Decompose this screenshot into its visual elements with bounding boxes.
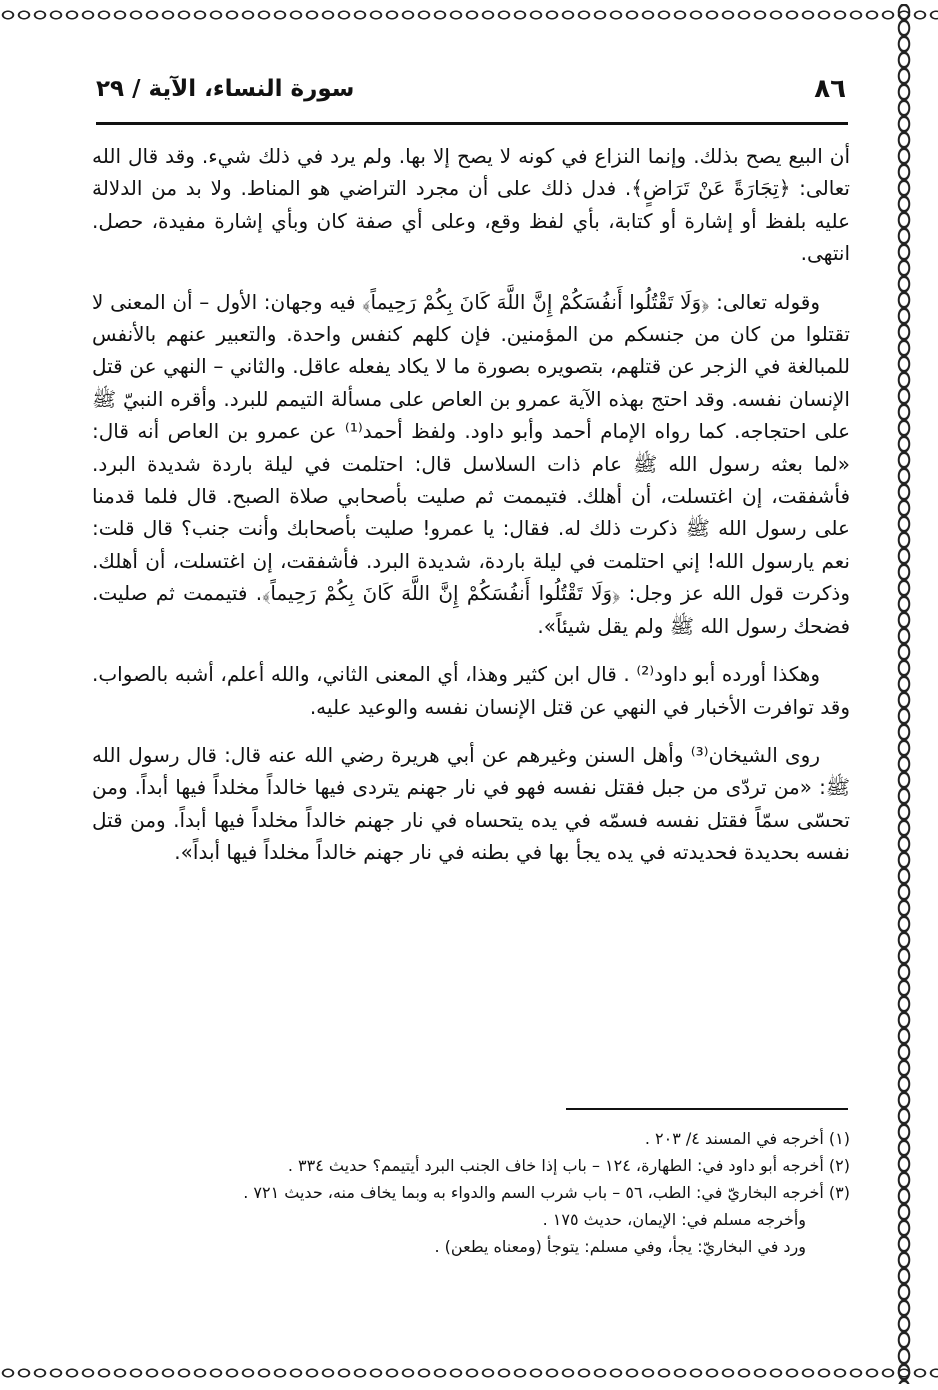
footnote-2: (٢) أخرجه أبو داود في: الطهارة، ١٢٤ – باب إذا خاف الجنب البرد أيتيمم؟ حديث ٣٣٤ . [287, 1156, 850, 1175]
footnote-3: (٣) أخرجه البخاريّ في: الطب، ٥٦ – باب شرب السم والدواء به وبما يخاف منه، حديث ٧٢١ . [243, 1183, 850, 1202]
header-rule [96, 122, 848, 125]
running-title: سورة النساء، الآية / ٢٩ [96, 76, 355, 102]
paragraph: روى الشيخان⁽³⁾ وأهل السنن وغيرهم عن أبي هريرة رضي الله عنه قال: قال رسول الله ﷺ: «من تردّى من جبل فقتل نفسه فهو في نار جهنم يتردى فيها خالداً مخلداً فيها أبداً. ومن تحسّى سمّاً فقتل نفسه فسمّه في يده يتحساه في نار جهنم خالداً مخلداً فيها أبداً. ومن قتل نفسه بحديدة فحديدته في يده يجأ بها في بطنه في نار جهنم خالداً مخلداً فيها أبداً». [92, 742, 850, 865]
decorative-border-bottom [0, 1362, 938, 1384]
decorative-border-right [893, 4, 915, 1384]
footnotes [110, 1125, 850, 1260]
footnote-3-continuation: وأخرجه مسلم في: الإيمان، حديث ١٧٥ . [542, 1210, 806, 1229]
page-number: ٨٦ [814, 74, 846, 104]
page-header [96, 70, 846, 114]
decorative-border-top [0, 4, 938, 26]
paragraph: أن البيع يصح بذلك. وإنما النزاع في كونه لا يصح إلا بها. ولم يرد في ذلك شيء. وقد قال الله تعالى: ﴿تِجَارَةً عَنْ تَرَاضٍ﴾. فدل ذلك على أن مجرد التراضي هو المناط. ولا بد من الدلالة عليه بلفظ أو إشارة أو كتابة، بأي لفظ وقع، وعلى أي صفة كان وبأي إشارة مفيدة، حصل. انتهى. [92, 144, 850, 266]
footnote-3-note: ورد في البخاريّ: يجأ، وفي مسلم: يتوجأ (ومعناه يطعن) . [434, 1237, 806, 1256]
footnote-1: (١) أخرجه في المسند ٤/ ٢٠٣ . [644, 1129, 850, 1148]
paragraph: وقوله تعالى: ﴿وَلَا تَقْتُلُوا أَنفُسَكُمْ إِنَّ اللَّهَ كَانَ بِكُمْ رَحِيماً﴾ فيه وجهان: الأول – أن المعنى لا تقتلوا من كان من جنسكم من المؤمنين. فإن كلهم كنفس واحدة. والتعبير عنهم بالأنفس للمبالغة في الزجر عن قتلهم، بتصويره بصورة ما لا يكاد يفعله عاقل. والثاني – النهي عن قتل الإنسان نفسه. وقد احتج بهذه الآية عمرو بن العاص على مسألة التيمم للبرد. وأقره النبيّ ﷺ على احتجاجه. كما رواه الإمام أحمد وأبو داود. ولفظ أحمد⁽¹⁾ عن عمرو بن العاص أنه قال: «لما بعثه رسول الله ﷺ عام ذات السلاسل قال: احتلمت في ليلة باردة شديدة البرد. فأشفقت، إن اغتسلت، أن أهلك. فتيممت ثم صليت بأصحابي صلاة الصبح. قال فلما قدمنا على رسول الله ﷺ ذكرت ذلك له. فقال: يا عمرو! صليت بأصحابك وأنت جنب؟ قال قلت: نعم يارسول الله! إني احتلمت في ليلة باردة، شديدة البرد. فأشفقت، إن اغتسلت، أن أهلك. وذكرت قول الله عز وجل: ﴿وَلَا تَقْتُلُوا أَنفُسَكُمْ إِنَّ اللَّهَ كَانَ بِكُمْ رَحِيماً﴾. فتيممت ثم صليت. فضحك رسول الله ﷺ ولم يقل شيئاً». [92, 289, 850, 638]
footnote-rule [566, 1108, 848, 1110]
paragraph: وهكذا أورده أبو داود⁽²⁾ . قال ابن كثير وهذا، أي المعنى الثاني، والله أعلم، أشبه بالصواب. وقد توافرت الأخبار في النهي عن قتل الإنسان نفسه والوعيد عليه. [92, 662, 850, 719]
main-text [92, 140, 850, 885]
